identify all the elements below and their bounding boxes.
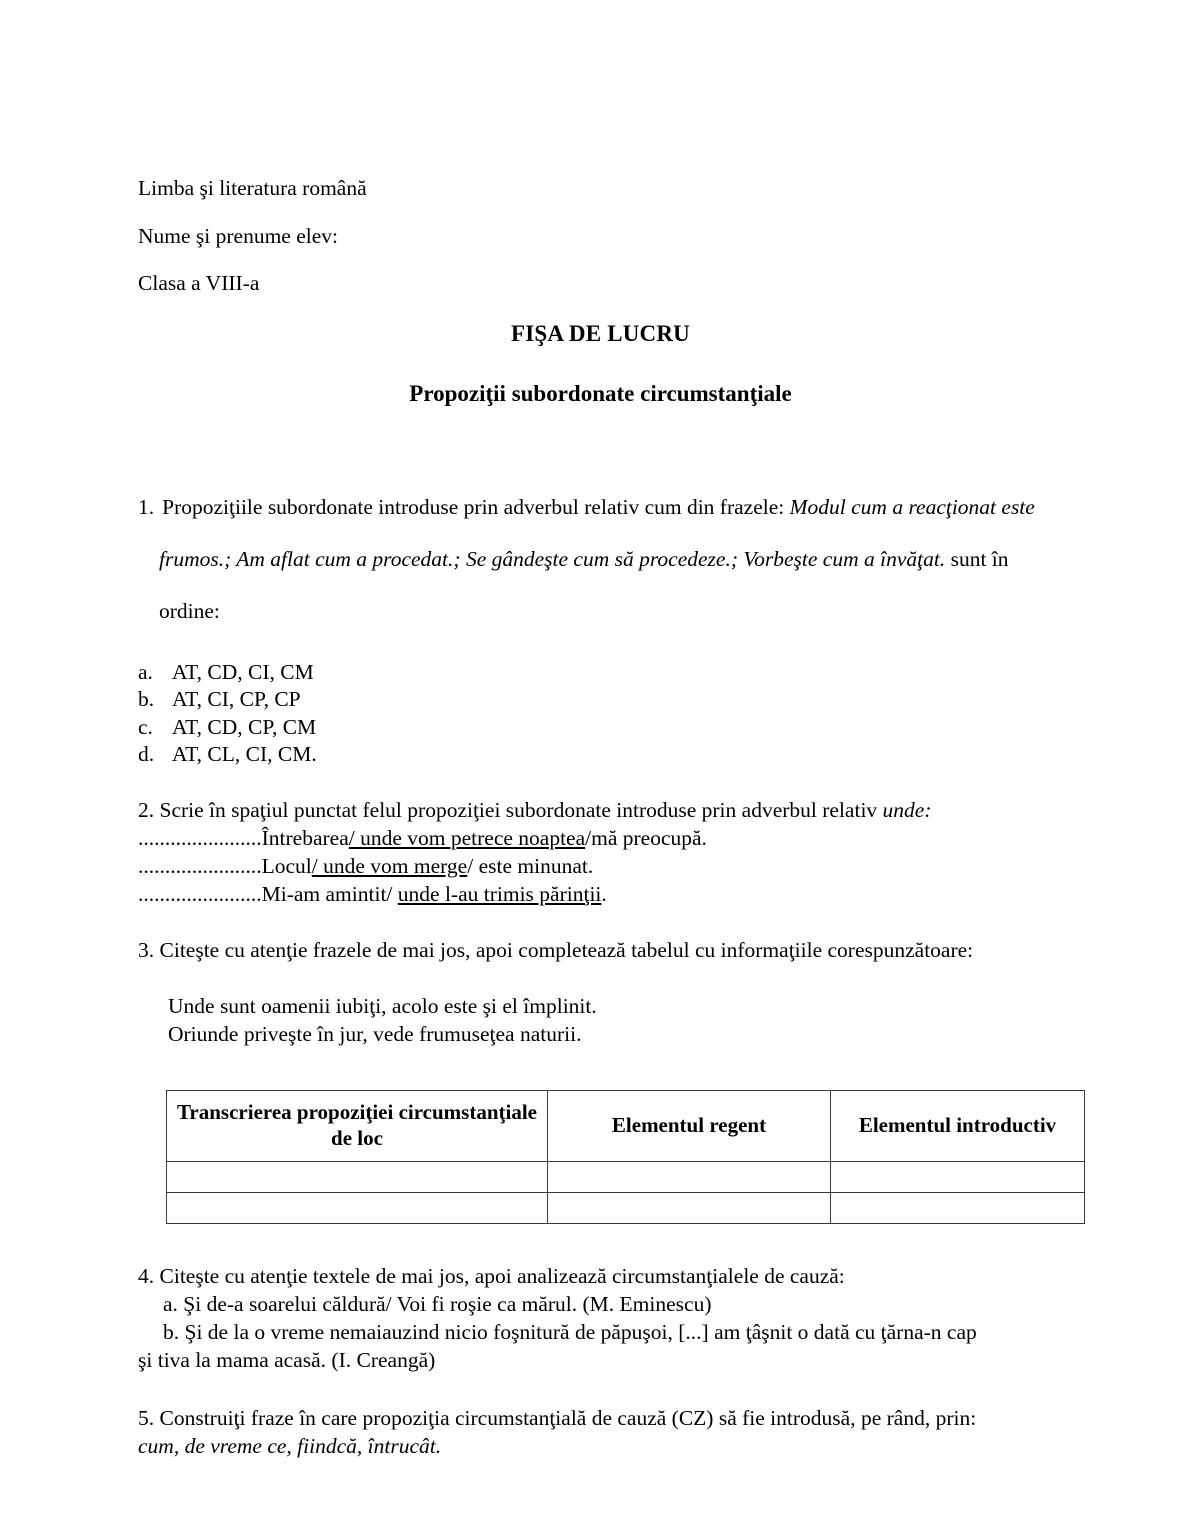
sentence-after: . — [601, 881, 607, 906]
table-row — [167, 1192, 1085, 1223]
choice-item[interactable] — [138, 714, 1063, 742]
choice-label: c. — [138, 714, 153, 739]
sentence-underlined: / unde vom merge — [311, 853, 468, 878]
sentence-before: Întrebarea — [261, 825, 349, 850]
exercise-1-choices — [138, 659, 1063, 769]
table-header-row — [167, 1090, 1085, 1161]
exercise-2-prompt — [138, 796, 1063, 824]
choice-text: AT, CD, CP, CM — [172, 714, 317, 739]
choice-text: AT, CL, CI, CM. — [172, 742, 317, 766]
exercise-3-prompt: 3. Citeşte cu atenţie frazele de mai jos, apoi completează tabelul cu informaţiile corespunzătoare: — [138, 937, 974, 962]
table-header-cell: Elementul regent — [548, 1090, 831, 1161]
dotted-blank[interactable]: ....................... — [138, 853, 262, 878]
table-cell[interactable] — [548, 1161, 831, 1192]
exercise-2-sentence — [138, 880, 1063, 908]
exercise-5-conjunctions: cum, de vreme ce, fiindcă, întrucât. — [138, 1433, 442, 1458]
header-line-student-name: Nume şi prenume elev: — [138, 223, 339, 248]
table-row — [167, 1161, 1085, 1192]
table-header-cell: Transcrierea propoziţiei circumstanţiale de loc — [167, 1090, 548, 1161]
choice-item[interactable] — [138, 659, 1063, 687]
exercise-4-item-b-continuation: şi tiva la mama acasă. (I. Creangă) — [138, 1347, 436, 1372]
exercise-4-item-a: a. Şi de-a soarelui căldură/ Voi fi roşie ca mărul. (M. Eminescu) — [163, 1291, 712, 1316]
page-title: FIŞA DE LUCRU — [511, 320, 690, 346]
exercise-3-examples — [138, 992, 1063, 1048]
sentence-after: /mă preocupă. — [585, 825, 707, 850]
table-header-cell: Elementul introductiv — [831, 1090, 1085, 1161]
table-cell[interactable] — [831, 1161, 1085, 1192]
choice-label: a. — [138, 659, 153, 684]
exercise-5-prompt: 5. Construiţi fraze în care propoziţia circumstanţială de cauză (CZ) să fie introdusă, pe rând, prin: — [138, 1405, 977, 1430]
sentence-after: / este minunat. — [467, 853, 594, 878]
dotted-blank[interactable]: ....................... — [138, 825, 262, 850]
exercise-4-item-b: b. Şi de la o vreme nemaiauzind nicio foşnitură de păpuşoi, [...] am ţâşnit o dată cu ţărna-n cap — [163, 1319, 977, 1344]
choice-item[interactable] — [138, 741, 1063, 769]
exercise-2-sentence — [138, 824, 1063, 852]
exercise-1-italic-examples: Modul cum a reacţionat este frumos.; Am aflat cum a procedat.; Se gândeşte cum să procedeze.; Vorbeşte cum a învăţat. — [159, 494, 1035, 571]
example-sentence: Unde sunt oamenii iubiţi, acolo este şi el împlinit. — [168, 993, 597, 1018]
exercise-2-prompt-plain: 2. Scrie în spaţiul punctat felul propoziţiei subordonate introduse prin adverbul relativ — [138, 797, 883, 822]
exercise-3-table-wrapper — [138, 1090, 1063, 1224]
sentence-before: Mi-am amintit/ — [261, 881, 398, 906]
exercise-1-text-before: Propoziţiile subordonate introduse prin adverbul relativ cum din frazele: — [162, 494, 790, 519]
exercise-4-prompt: 4. Citeşte cu atenţie textele de mai jos, apoi analizează circumstanţialele de cauză: — [138, 1263, 845, 1288]
exercise-2 — [138, 796, 1063, 908]
choice-label: b. — [138, 687, 155, 711]
dotted-blank[interactable]: ....................... — [138, 881, 262, 906]
sentence-underlined: unde l-au trimis părinţii — [397, 881, 602, 906]
exercise-1-prompt — [138, 481, 1063, 637]
choice-item[interactable] — [138, 686, 1063, 714]
header-line-class: Clasa a VIII-a — [138, 271, 260, 295]
exercise-1-number: 1. — [138, 494, 155, 519]
table-cell[interactable] — [831, 1192, 1085, 1223]
document-content — [138, 178, 1063, 1460]
sentence-before: Locul — [261, 853, 312, 878]
choice-text: AT, CD, CI, CM — [172, 659, 314, 684]
exercise-5 — [138, 1404, 1063, 1460]
sentence-underlined: / unde vom petrece noaptea — [348, 825, 586, 850]
exercise-2-sentence — [138, 852, 1063, 880]
analysis-table — [166, 1090, 1085, 1224]
table-cell[interactable] — [167, 1161, 548, 1192]
header-line-subject: Limba şi literatura română — [138, 176, 367, 200]
example-sentence: Oriunde priveşte în jur, vede frumuseţea naturii. — [168, 1021, 582, 1046]
exercise-2-prompt-italic: unde: — [882, 797, 932, 822]
choice-label: d. — [138, 742, 155, 766]
table-cell[interactable] — [548, 1192, 831, 1223]
page-subtitle: Propoziţii subordonate circumstanţiale — [409, 380, 792, 406]
exercise-1-text-after: sunt în ordine: — [159, 546, 1009, 623]
exercise-4 — [138, 1262, 1063, 1374]
table-cell[interactable] — [167, 1192, 548, 1223]
choice-text: AT, CI, CP, CP — [172, 687, 301, 711]
